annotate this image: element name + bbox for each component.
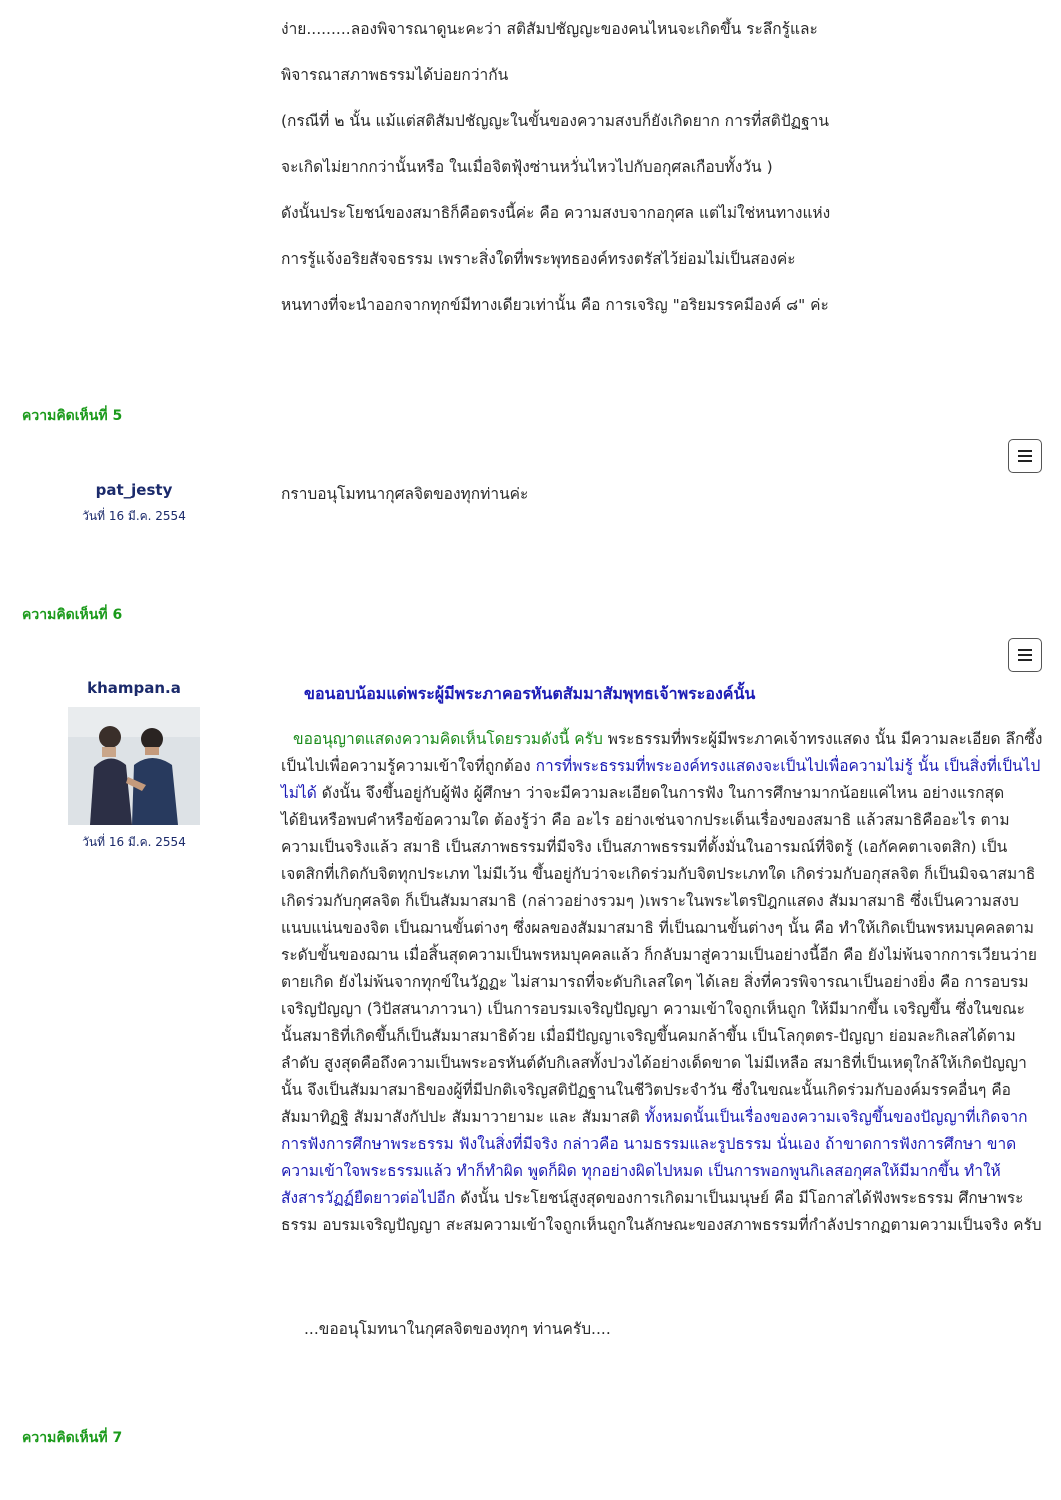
hamburger-icon [1018, 654, 1032, 656]
body-text-segment: ดังนั้น ประโยชน์สูงสุดของการเกิดมาเป็นมนุษย์ คือ มีโอกาสได้ฟังพระธรรม ศึกษาพระธรรม อบรมเจริญปัญญา สะสมความเข้าใจถูกเห็นถูกในลักษณะของสภาพธรรมที่กำลังปรากฏตามความเป็นจริง ครับ [281, 1189, 1042, 1234]
comment-5-menu-button[interactable] [1008, 439, 1042, 473]
lead-line: ดังนั้นประโยชน์ของสมาธิก็คือตรงนี้ค่ะ คือ ความสงบจากอกุศล แต่ไม่ใช่หนทางแห่ง [281, 204, 831, 222]
lead-line: (กรณีที่ ๒ นั้น แม้แต่สติสัมปชัญญะในขั้นของความสงบก็ยังเกิดยาก การที่สติปัฏฐาน [281, 112, 829, 130]
comment-6-menu-button[interactable] [1008, 638, 1042, 672]
highlighted-text: การที่พระธรรมที่พระองค์ทรงแสดงจะเป็นไปเพื่อความไม่รู้ นั้น เป็นสิ่งที่เป็นไปไม่ได้ [281, 757, 1041, 802]
comment-5-header: ความคิดเห็นที่ 5 [22, 408, 123, 424]
comment-6-author [22, 679, 246, 852]
previous-comment-body [281, 18, 1041, 340]
highlighted-text: ทั้งหมดนั้นเป็นเรื่องของความเจริญขึ้นของปัญญาที่เกิดจากการฟังการศึกษาพระธรรม ฟังในสิ่งที่มีจริง กล่าวคือ นามธรรมและรูปธรรม นั่นเอง ถ้าขาดการฟังการศึกษา ขาดความเข้าใจพระธรรมแล้ว ทำก็ทำผิด พูดก็ผิด ทุกอย่างผิดไปหมด เป็นการพอกพูนกิเลสอกุศลให้มีมากขึ้น ทำให้สังสารวัฏฏ์ยืดยาวต่อไปอีก [281, 1108, 1028, 1207]
comment-6-title: ขอนอบน้อมแด่พระผู้มีพระภาคอรหันตสัมมาสัมพุทธเจ้าพระองค์นั้น [304, 684, 756, 703]
lead-line: การรู้แจ้งอริยสัจจธรรม เพราะสิ่งใดที่พระพุทธองค์ทรงตรัสไว้ย่อมไม่เป็นสองค่ะ [281, 250, 796, 268]
lead-line: ง่าย.........ลองพิจารณาดูนะคะว่า สติสัมปชัญญะของคนไหนจะเกิดขึ้น ระลึกรู้และ [281, 20, 818, 38]
hamburger-icon [1018, 455, 1032, 457]
avatar-photo [68, 707, 200, 825]
body-text-segment: พระธรรมที่พระผู้มีพระภาคเจ้าทรงแสดง นั้น มีความละเอียด ลึกซึ้ง เป็นไปเพื่อความรู้ความเข้าใจที่ถูกต้อง [281, 730, 1043, 775]
comment-6-body [281, 726, 1045, 1239]
author-name-link[interactable]: khampan.a [87, 679, 181, 697]
comment-date: วันที่ 16 มี.ค. 2554 [82, 509, 186, 523]
comment-5-author [22, 481, 246, 526]
comment-6-header: ความคิดเห็นที่ 6 [22, 607, 123, 623]
lead-line: จะเกิดไม่ยากกว่านั้นหรือ ในเมื่อจิตฟุ้งซ่านหวั่นไหวไปกับอกุศลเกือบทั้งวัน ) [281, 158, 773, 176]
comment-5-text: กราบอนุโมทนากุศลจิตของทุกท่านค่ะ [281, 485, 529, 503]
body-text-segment: ดังนั้น จึงขึ้นอยู่กับผู้ฟัง ผู้ศึกษา ว่าจะมีความละเอียดในการฟัง ในการศึกษามากน้อยแค่ไหน อย่างแรกสุด ได้ยินหรือพบคำหรือข้อความใด ต้องรู้ว่า คือ อะไร อย่างเช่นจากประเด็นเรื่องของสมาธิ แล้วสมาธิคืออะไร ตามความเป็นจริงแล้ว สมาธิ เป็นสภาพธรรมที่มีจริง เป็นสภาพธรรมที่ตั้งมั่นในอารมณ์ที่จิตรู้ (เอกัคคตาเจตสิก) เป็นเจตสิกที่เกิดกับจิตทุกประเภท ไม่มีเว้น ขึ้นอยู่กับว่าจะเกิดร่วมกับจิตประเภทใด เกิดร่วมกับอกุสลจิต ก็เป็นมิจฉาสมาธิ เกิดร่วมกับกุศลจิต ก็เป็นสัมมาสมาธิ (กล่าวอย่างรวมๆ )เพราะในพระไตรปิฎกแสดง สัมมาสมาธิ ซึ่งเป็นความสงบแนบแน่นของจิต เป็นฌานขั้นต่างๆ ซึ่งผลของสัมมาสมาธิ ที่เป็นฌานขั้นต่างๆ นั้น คือ ทำให้เกิดเป็นพรหมบุคคลตามระดับขั้นของฌาน เมื่อสิ้นสุดความเป็นพรหมบุคคลแล้ว ก็กลับมาสู่ความเป็นอย่างนี้อีก คือ ยังไม่พ้นจากการเวียนว่ายตายเกิด ยังไม่พ้นจากทุกข์ในวัฏฏะ ไม่สามารถที่จะดับกิเลสใดๆ ได้เลย สิ่งที่ควรพิจารณาเป็นอย่างยิ่ง คือ การอบรมเจริญปัญญา (วิปัสสนาภาวนา) เป็นการอบรมเจริญปัญญา ความเข้าใจถูกเห็นถูก ให้มีมากขึ้น เจริญขึ้น ซึ่งในขณะนั้นสมาธิที่เกิดขึ้นก็เป็นสัมมาสมาธิด้วย เมื่อมีปัญญาเจริญขึ้นคมกล้าขึ้น เป็นโลกุตตร-ปัญญา ย่อมละกิเลสได้ตามลำดับ สูงสุดคือถึงความเป็นพระอรหันต์ดับกิเลสทั้งปวงได้อย่างเด็ดขาด ไม่มีเหลือ สมาธิที่เป็นเหตุใกล้ให้เกิดปัญญานั้น จึงเป็นสัมมาสมาธิของผู้ที่มีปกติเจริญสติปัฏฐานในชีวิตประจำวัน ซึ่งในขณะนั้นเกิดร่วมกับองค์มรรคอื่นๆ คือ สัมมาทิฏฐิ สัมมาสังกัปปะ สัมมาวายามะ และ สัมมาสติ [281, 784, 1037, 1126]
comment-date: วันที่ 16 มี.ค. 2554 [82, 835, 186, 849]
author-name-link[interactable]: pat_jesty [95, 481, 173, 499]
comment-7-header: ความคิดเห็นที่ 7 [22, 1430, 123, 1446]
avatar[interactable] [68, 707, 200, 825]
comment-6-closing: ...ขออนุโมทนาในกุศลจิตของทุกๆ ท่านครับ.... [304, 1320, 611, 1338]
intro-text: ขออนุญาตแสดงความคิดเห็นโดยรวมดังนี้ ครับ [293, 730, 603, 748]
lead-line: พิจารณาสภาพธรรมได้บ่อยกว่ากัน [281, 66, 509, 84]
lead-line: หนทางที่จะนำออกจากทุกข์มีทางเดียวเท่านั้น คือ การเจริญ "อริยมรรคมีองค์ ๘" ค่ะ [281, 296, 829, 314]
